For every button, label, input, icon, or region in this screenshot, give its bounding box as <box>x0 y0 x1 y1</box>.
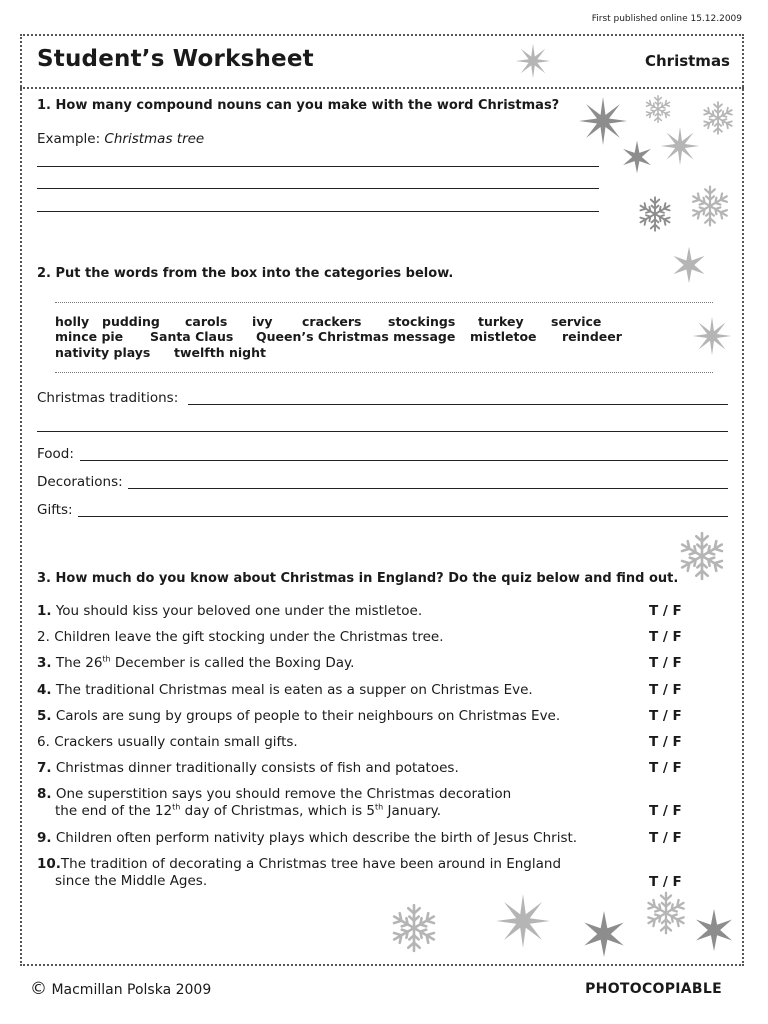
example-label: Example: <box>37 131 101 147</box>
true-false-choice[interactable]: T / F <box>649 760 682 776</box>
star-icon <box>660 126 700 166</box>
true-false-choice[interactable]: T / F <box>649 734 682 750</box>
snowflake-icon <box>688 184 732 228</box>
snowflake-icon <box>643 94 673 124</box>
word-item: pudding <box>102 314 160 329</box>
snowflake-icon <box>676 530 728 582</box>
word-item: holly <box>55 314 90 329</box>
word-item: Santa Claus <box>150 329 234 344</box>
question-1-prompt: 1. How many compound nouns can you make with the word Christmas? <box>37 98 560 113</box>
star-icon <box>515 43 551 79</box>
answer-line[interactable] <box>37 431 728 432</box>
category-traditions-label: Christmas traditions: <box>37 390 179 406</box>
word-item: twelfth night <box>174 345 266 360</box>
word-item: ivy <box>252 314 273 329</box>
word-item: turkey <box>478 314 524 329</box>
quiz-item: 4. The traditional Christmas meal is eaten as a supper on Christmas Eve. <box>37 682 533 698</box>
answer-line[interactable] <box>188 404 728 405</box>
word-item: reindeer <box>562 329 622 344</box>
snowflake-icon <box>388 902 440 954</box>
question-2-prompt: 2. Put the words from the box into the categories below. <box>37 266 454 281</box>
star-icon <box>620 140 654 174</box>
answer-line[interactable] <box>78 516 728 517</box>
star-icon <box>692 908 736 952</box>
word-item: Queen’s Christmas message <box>256 329 456 344</box>
quiz-item: 7. Christmas dinner traditionally consists of fish and potatoes. <box>37 760 459 776</box>
answer-line[interactable] <box>37 166 599 167</box>
answer-line[interactable] <box>128 488 728 489</box>
publication-date: First published online 15.12.2009 <box>591 14 742 24</box>
word-item: stockings <box>388 314 456 329</box>
quiz-item: 6. Crackers usually contain small gifts. <box>37 734 298 750</box>
true-false-choice[interactable]: T / F <box>649 655 682 671</box>
true-false-choice[interactable]: T / F <box>649 708 682 724</box>
example-value: Christmas tree <box>104 131 205 147</box>
answer-line[interactable] <box>37 188 599 189</box>
copyright-icon: © <box>30 979 47 999</box>
true-false-choice[interactable]: T / F <box>649 629 682 645</box>
word-item: carols <box>185 314 228 329</box>
word-item: crackers <box>302 314 362 329</box>
star-icon <box>670 246 708 284</box>
snowflake-icon <box>700 100 736 136</box>
header-divider <box>20 87 744 89</box>
true-false-choice[interactable]: T / F <box>649 830 682 846</box>
word-item: mince pie <box>55 329 124 344</box>
quiz-item: 5. Carols are sung by groups of people to their neighbours on Christmas Eve. <box>37 708 561 724</box>
word-box-top-border <box>55 302 713 303</box>
answer-line[interactable] <box>37 211 599 212</box>
word-box-bottom-border <box>55 372 713 373</box>
copyright-notice: © Macmillan Polska 2009 <box>30 979 212 999</box>
true-false-choice[interactable]: T / F <box>649 803 682 819</box>
snowflake-icon <box>643 890 689 936</box>
quiz-item: 9. Children often perform nativity plays which describe the birth of Jesus Christ. <box>37 830 578 846</box>
worksheet-topic: Christmas <box>644 52 730 70</box>
category-food-label: Food: <box>37 446 74 462</box>
category-gifts-label: Gifts: <box>37 502 73 518</box>
worksheet-title: Student’s Worksheet <box>37 46 314 72</box>
quiz-item: 3. The 26th December is called the Boxing Day. <box>37 654 355 671</box>
quiz-item: 10.The tradition of decorating a Christmas tree have been around in England since the Middle Ages. <box>37 856 562 889</box>
category-decorations-label: Decorations: <box>37 474 123 490</box>
star-icon <box>578 96 628 146</box>
question-3-prompt: 3. How much do you know about Christmas in England? Do the quiz below and find out. <box>37 571 679 586</box>
true-false-choice[interactable]: T / F <box>649 603 682 619</box>
quiz-item: 2. Children leave the gift stocking under the Christmas tree. <box>37 629 444 645</box>
photocopiable-label: PHOTOCOPIABLE <box>585 981 722 997</box>
quiz-item: 8. One superstition says you should remove the Christmas decoration the end of the 12th day of Christmas, which is 5th January. <box>37 786 512 819</box>
answer-line[interactable] <box>80 460 728 461</box>
word-item: mistletoe <box>470 329 537 344</box>
quiz-item: 1. You should kiss your beloved one under the mistletoe. <box>37 603 423 619</box>
word-item: nativity plays <box>55 345 151 360</box>
snowflake-icon <box>636 195 674 233</box>
star-icon <box>495 893 551 949</box>
star-icon <box>580 910 628 958</box>
star-icon <box>692 316 732 356</box>
true-false-choice[interactable]: T / F <box>649 874 682 890</box>
true-false-choice[interactable]: T / F <box>649 682 682 698</box>
word-item: service <box>551 314 602 329</box>
example-line <box>37 131 204 147</box>
